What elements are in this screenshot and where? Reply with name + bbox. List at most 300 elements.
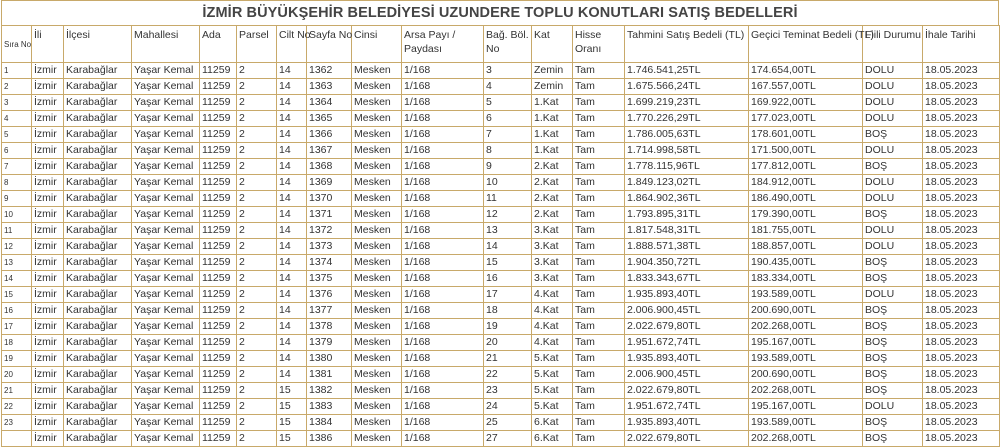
header-mahalle: Mahallesi [132,26,200,63]
cell-parsel: 2 [237,127,277,143]
cell-ihale-tarihi: 18.05.2023 [923,159,1000,175]
cell-sira-no: 15 [2,287,32,303]
header-gecici-teminat-bedeli: Geçici Teminat Bedeli (TL) [749,26,863,63]
cell-fiili-durumu: BOŞ [863,319,923,335]
cell-sira-no: 21 [2,383,32,399]
cell-il: İzmir [32,79,64,95]
cell-gecici-teminat-bedeli: 169.922,00TL [749,95,863,111]
cell-kat: 4.Kat [532,319,573,335]
cell-fiili-durumu: DOLU [863,95,923,111]
cell-kat: 1.Kat [532,95,573,111]
cell-sayfa-no: 1367 [307,143,352,159]
cell-sayfa-no: 1375 [307,271,352,287]
header-ilce: İlçesi [64,26,132,63]
cell-fiili-durumu: DOLU [863,79,923,95]
cell-cilt-no: 14 [277,143,307,159]
cell-sayfa-no: 1377 [307,303,352,319]
cell-tahmini-satis-bedeli: 1.935.893,40TL [625,415,749,431]
cell-cinsi: Mesken [352,191,402,207]
cell-arsa-payi: 1/168 [402,223,484,239]
cell-cilt-no: 15 [277,415,307,431]
cell-il: İzmir [32,303,64,319]
cell-il: İzmir [32,271,64,287]
cell-hisse-orani: Tam [573,111,625,127]
cell-kat: 2.Kat [532,175,573,191]
cell-mahalle: Yaşar Kemal [132,223,200,239]
cell-hisse-orani: Tam [573,319,625,335]
table-body [2,63,1000,447]
cell-fiili-durumu: BOŞ [863,335,923,351]
cell-gecici-teminat-bedeli: 184.912,00TL [749,175,863,191]
cell-sayfa-no: 1381 [307,367,352,383]
cell-ada: 11259 [200,383,237,399]
cell-fiili-durumu: BOŞ [863,383,923,399]
cell-mahalle: Yaşar Kemal [132,159,200,175]
cell-ihale-tarihi: 18.05.2023 [923,383,1000,399]
cell-sira-no: 11 [2,223,32,239]
cell-ada: 11259 [200,127,237,143]
cell-hisse-orani: Tam [573,127,625,143]
cell-ihale-tarihi: 18.05.2023 [923,111,1000,127]
cell-il: İzmir [32,239,64,255]
cell-il: İzmir [32,399,64,415]
cell-ada: 11259 [200,159,237,175]
cell-mahalle: Yaşar Kemal [132,63,200,79]
cell-arsa-payi: 1/168 [402,335,484,351]
cell-fiili-durumu: BOŞ [863,255,923,271]
table-row [2,335,1000,351]
cell-bag-bol-no: 15 [484,255,532,271]
cell-hisse-orani: Tam [573,239,625,255]
cell-kat: 4.Kat [532,287,573,303]
cell-ilce: Karabağlar [64,271,132,287]
cell-sira-no: 19 [2,351,32,367]
cell-tahmini-satis-bedeli: 1.746.541,25TL [625,63,749,79]
cell-cinsi: Mesken [352,239,402,255]
cell-ihale-tarihi: 18.05.2023 [923,95,1000,111]
cell-cinsi: Mesken [352,255,402,271]
cell-sira-no [2,431,32,447]
cell-fiili-durumu: DOLU [863,223,923,239]
cell-ilce: Karabağlar [64,63,132,79]
cell-ada: 11259 [200,303,237,319]
cell-il: İzmir [32,143,64,159]
cell-ilce: Karabağlar [64,431,132,447]
cell-cilt-no: 14 [277,319,307,335]
table-row [2,127,1000,143]
cell-ada: 11259 [200,399,237,415]
cell-ilce: Karabağlar [64,351,132,367]
cell-cilt-no: 14 [277,303,307,319]
cell-arsa-payi: 1/168 [402,271,484,287]
cell-sayfa-no: 1374 [307,255,352,271]
cell-tahmini-satis-bedeli: 1.793.895,31TL [625,207,749,223]
cell-tahmini-satis-bedeli: 1.770.226,29TL [625,111,749,127]
cell-hisse-orani: Tam [573,415,625,431]
cell-ihale-tarihi: 18.05.2023 [923,319,1000,335]
cell-cilt-no: 14 [277,255,307,271]
cell-ilce: Karabağlar [64,175,132,191]
cell-hisse-orani: Tam [573,143,625,159]
cell-sira-no: 16 [2,303,32,319]
cell-hisse-orani: Tam [573,175,625,191]
cell-ihale-tarihi: 18.05.2023 [923,415,1000,431]
cell-sayfa-no: 1370 [307,191,352,207]
cell-gecici-teminat-bedeli: 200.690,00TL [749,303,863,319]
cell-arsa-payi: 1/168 [402,143,484,159]
cell-tahmini-satis-bedeli: 2.022.679,80TL [625,383,749,399]
cell-cinsi: Mesken [352,111,402,127]
cell-fiili-durumu: DOLU [863,287,923,303]
table-row [2,319,1000,335]
cell-ada: 11259 [200,271,237,287]
cell-mahalle: Yaşar Kemal [132,383,200,399]
cell-bag-bol-no: 21 [484,351,532,367]
cell-ada: 11259 [200,223,237,239]
cell-arsa-payi: 1/168 [402,63,484,79]
header-ada: Ada [200,26,237,63]
cell-tahmini-satis-bedeli: 1.888.571,38TL [625,239,749,255]
cell-fiili-durumu: BOŞ [863,303,923,319]
cell-bag-bol-no: 17 [484,287,532,303]
cell-parsel: 2 [237,207,277,223]
cell-ilce: Karabağlar [64,143,132,159]
cell-tahmini-satis-bedeli: 1.786.005,63TL [625,127,749,143]
cell-ilce: Karabağlar [64,415,132,431]
cell-gecici-teminat-bedeli: 193.589,00TL [749,351,863,367]
cell-kat: 2.Kat [532,159,573,175]
cell-cilt-no: 14 [277,159,307,175]
cell-il: İzmir [32,287,64,303]
cell-gecici-teminat-bedeli: 186.490,00TL [749,191,863,207]
cell-arsa-payi: 1/168 [402,351,484,367]
cell-bag-bol-no: 19 [484,319,532,335]
cell-parsel: 2 [237,399,277,415]
cell-sira-no: 5 [2,127,32,143]
cell-sira-no: 20 [2,367,32,383]
table-header-row [2,26,1000,63]
cell-gecici-teminat-bedeli: 178.601,00TL [749,127,863,143]
cell-il: İzmir [32,63,64,79]
cell-tahmini-satis-bedeli: 2.006.900,45TL [625,367,749,383]
cell-arsa-payi: 1/168 [402,127,484,143]
cell-arsa-payi: 1/168 [402,111,484,127]
cell-mahalle: Yaşar Kemal [132,95,200,111]
cell-hisse-orani: Tam [573,207,625,223]
cell-sayfa-no: 1386 [307,431,352,447]
cell-bag-bol-no: 3 [484,63,532,79]
cell-kat: 1.Kat [532,127,573,143]
cell-ihale-tarihi: 18.05.2023 [923,399,1000,415]
cell-bag-bol-no: 8 [484,143,532,159]
cell-mahalle: Yaşar Kemal [132,175,200,191]
cell-il: İzmir [32,127,64,143]
cell-fiili-durumu: BOŞ [863,159,923,175]
cell-kat: 2.Kat [532,207,573,223]
cell-hisse-orani: Tam [573,367,625,383]
cell-ihale-tarihi: 18.05.2023 [923,79,1000,95]
cell-mahalle: Yaşar Kemal [132,431,200,447]
cell-cinsi: Mesken [352,175,402,191]
cell-kat: 4.Kat [532,303,573,319]
header-kat: Kat [532,26,573,63]
cell-hisse-orani: Tam [573,303,625,319]
cell-parsel: 2 [237,239,277,255]
cell-ada: 11259 [200,63,237,79]
cell-parsel: 2 [237,367,277,383]
cell-arsa-payi: 1/168 [402,367,484,383]
header-tahmini-satis-bedeli: Tahmini Satış Bedeli (TL) [625,26,749,63]
cell-sira-no: 9 [2,191,32,207]
cell-fiili-durumu: DOLU [863,399,923,415]
cell-parsel: 2 [237,319,277,335]
cell-fiili-durumu: BOŞ [863,271,923,287]
cell-kat: Zemin [532,63,573,79]
cell-ilce: Karabağlar [64,111,132,127]
cell-sayfa-no: 1366 [307,127,352,143]
cell-ihale-tarihi: 18.05.2023 [923,143,1000,159]
cell-parsel: 2 [237,415,277,431]
cell-ihale-tarihi: 18.05.2023 [923,367,1000,383]
cell-gecici-teminat-bedeli: 202.268,00TL [749,383,863,399]
cell-fiili-durumu: DOLU [863,191,923,207]
cell-ihale-tarihi: 18.05.2023 [923,207,1000,223]
cell-gecici-teminat-bedeli: 177.812,00TL [749,159,863,175]
cell-arsa-payi: 1/168 [402,287,484,303]
table-row [2,303,1000,319]
cell-arsa-payi: 1/168 [402,399,484,415]
cell-arsa-payi: 1/168 [402,159,484,175]
cell-ada: 11259 [200,351,237,367]
cell-parsel: 2 [237,143,277,159]
cell-ilce: Karabağlar [64,335,132,351]
cell-ilce: Karabağlar [64,383,132,399]
cell-sayfa-no: 1376 [307,287,352,303]
cell-arsa-payi: 1/168 [402,79,484,95]
cell-cilt-no: 14 [277,223,307,239]
cell-parsel: 2 [237,335,277,351]
header-cilt-no: Cilt No [277,26,307,63]
cell-ilce: Karabağlar [64,191,132,207]
cell-sayfa-no: 1368 [307,159,352,175]
cell-ada: 11259 [200,175,237,191]
cell-il: İzmir [32,431,64,447]
cell-ihale-tarihi: 18.05.2023 [923,351,1000,367]
cell-sira-no: 18 [2,335,32,351]
cell-tahmini-satis-bedeli: 2.022.679,80TL [625,431,749,447]
cell-sayfa-no: 1364 [307,95,352,111]
cell-ilce: Karabağlar [64,367,132,383]
cell-fiili-durumu: BOŞ [863,127,923,143]
cell-sayfa-no: 1363 [307,79,352,95]
cell-il: İzmir [32,111,64,127]
cell-cinsi: Mesken [352,271,402,287]
cell-cilt-no: 15 [277,431,307,447]
table-row [2,223,1000,239]
cell-fiili-durumu: DOLU [863,111,923,127]
cell-cinsi: Mesken [352,431,402,447]
cell-kat: 6.Kat [532,415,573,431]
cell-cilt-no: 14 [277,79,307,95]
cell-ilce: Karabağlar [64,239,132,255]
cell-hisse-orani: Tam [573,79,625,95]
cell-parsel: 2 [237,287,277,303]
cell-sira-no: 2 [2,79,32,95]
table-row [2,143,1000,159]
table-row [2,255,1000,271]
cell-parsel: 2 [237,111,277,127]
cell-parsel: 2 [237,383,277,399]
cell-bag-bol-no: 23 [484,383,532,399]
table-row [2,191,1000,207]
cell-cilt-no: 14 [277,111,307,127]
cell-hisse-orani: Tam [573,383,625,399]
cell-ada: 11259 [200,335,237,351]
cell-cinsi: Mesken [352,223,402,239]
cell-sira-no: 4 [2,111,32,127]
cell-sayfa-no: 1378 [307,319,352,335]
cell-gecici-teminat-bedeli: 195.167,00TL [749,335,863,351]
cell-sayfa-no: 1384 [307,415,352,431]
cell-mahalle: Yaşar Kemal [132,207,200,223]
cell-il: İzmir [32,335,64,351]
cell-ihale-tarihi: 18.05.2023 [923,303,1000,319]
cell-il: İzmir [32,415,64,431]
cell-cilt-no: 14 [277,239,307,255]
cell-parsel: 2 [237,175,277,191]
cell-ilce: Karabağlar [64,207,132,223]
cell-parsel: 2 [237,271,277,287]
cell-arsa-payi: 1/168 [402,319,484,335]
table-row [2,431,1000,447]
table-row [2,239,1000,255]
cell-gecici-teminat-bedeli: 195.167,00TL [749,399,863,415]
cell-tahmini-satis-bedeli: 2.022.679,80TL [625,319,749,335]
cell-bag-bol-no: 25 [484,415,532,431]
cell-ada: 11259 [200,415,237,431]
cell-parsel: 2 [237,303,277,319]
cell-ihale-tarihi: 18.05.2023 [923,255,1000,271]
cell-sayfa-no: 1380 [307,351,352,367]
table-row [2,175,1000,191]
cell-hisse-orani: Tam [573,255,625,271]
table-row [2,95,1000,111]
cell-il: İzmir [32,159,64,175]
cell-ada: 11259 [200,207,237,223]
cell-arsa-payi: 1/168 [402,383,484,399]
cell-ilce: Karabağlar [64,303,132,319]
cell-il: İzmir [32,223,64,239]
cell-tahmini-satis-bedeli: 1.849.123,02TL [625,175,749,191]
cell-bag-bol-no: 11 [484,191,532,207]
cell-fiili-durumu: BOŞ [863,207,923,223]
cell-kat: 5.Kat [532,351,573,367]
cell-tahmini-satis-bedeli: 1.714.998,58TL [625,143,749,159]
cell-gecici-teminat-bedeli: 181.755,00TL [749,223,863,239]
cell-parsel: 2 [237,191,277,207]
cell-bag-bol-no: 6 [484,111,532,127]
cell-il: İzmir [32,175,64,191]
cell-cilt-no: 14 [277,63,307,79]
cell-kat: 3.Kat [532,271,573,287]
cell-gecici-teminat-bedeli: 193.589,00TL [749,415,863,431]
cell-mahalle: Yaşar Kemal [132,415,200,431]
cell-kat: 5.Kat [532,367,573,383]
cell-sayfa-no: 1373 [307,239,352,255]
cell-cinsi: Mesken [352,399,402,415]
cell-kat: 6.Kat [532,431,573,447]
table-row [2,415,1000,431]
cell-fiili-durumu: DOLU [863,63,923,79]
cell-cilt-no: 14 [277,95,307,111]
cell-bag-bol-no: 27 [484,431,532,447]
cell-parsel: 2 [237,95,277,111]
cell-kat: 1.Kat [532,111,573,127]
table-row [2,367,1000,383]
cell-sayfa-no: 1372 [307,223,352,239]
cell-ada: 11259 [200,319,237,335]
cell-cilt-no: 14 [277,367,307,383]
cell-parsel: 2 [237,431,277,447]
header-sayfa-no: Sayfa No [307,26,352,63]
cell-bag-bol-no: 5 [484,95,532,111]
cell-il: İzmir [32,367,64,383]
cell-parsel: 2 [237,351,277,367]
header-cinsi: Cinsi [352,26,402,63]
cell-arsa-payi: 1/168 [402,191,484,207]
cell-kat: 3.Kat [532,239,573,255]
cell-ada: 11259 [200,143,237,159]
cell-arsa-payi: 1/168 [402,431,484,447]
cell-mahalle: Yaşar Kemal [132,351,200,367]
table-row [2,63,1000,79]
cell-cilt-no: 14 [277,191,307,207]
cell-tahmini-satis-bedeli: 1.951.672,74TL [625,335,749,351]
cell-il: İzmir [32,319,64,335]
cell-sira-no: 10 [2,207,32,223]
cell-ihale-tarihi: 18.05.2023 [923,335,1000,351]
cell-cinsi: Mesken [352,383,402,399]
cell-tahmini-satis-bedeli: 1.951.672,74TL [625,399,749,415]
cell-kat: 1.Kat [532,143,573,159]
cell-cinsi: Mesken [352,79,402,95]
cell-mahalle: Yaşar Kemal [132,143,200,159]
cell-gecici-teminat-bedeli: 188.857,00TL [749,239,863,255]
cell-il: İzmir [32,351,64,367]
cell-gecici-teminat-bedeli: 183.334,00TL [749,271,863,287]
cell-ihale-tarihi: 18.05.2023 [923,431,1000,447]
cell-cinsi: Mesken [352,335,402,351]
header-hisse-orani: Hisse Oranı [573,26,625,63]
cell-il: İzmir [32,383,64,399]
cell-ilce: Karabağlar [64,95,132,111]
cell-hisse-orani: Tam [573,191,625,207]
cell-tahmini-satis-bedeli: 1.817.548,31TL [625,223,749,239]
cell-tahmini-satis-bedeli: 1.833.343,67TL [625,271,749,287]
cell-arsa-payi: 1/168 [402,175,484,191]
cell-cilt-no: 14 [277,207,307,223]
cell-arsa-payi: 1/168 [402,95,484,111]
table-title: İZMİR BÜYÜKŞEHİR BELEDİYESİ UZUNDERE TOPLU KONUTLARI SATIŞ BEDELLERİ [1,0,999,25]
cell-ada: 11259 [200,255,237,271]
cell-gecici-teminat-bedeli: 190.435,00TL [749,255,863,271]
cell-cinsi: Mesken [352,367,402,383]
cell-sira-no: 8 [2,175,32,191]
cell-bag-bol-no: 24 [484,399,532,415]
cell-ilce: Karabağlar [64,287,132,303]
cell-cinsi: Mesken [352,143,402,159]
cell-kat: 2.Kat [532,191,573,207]
